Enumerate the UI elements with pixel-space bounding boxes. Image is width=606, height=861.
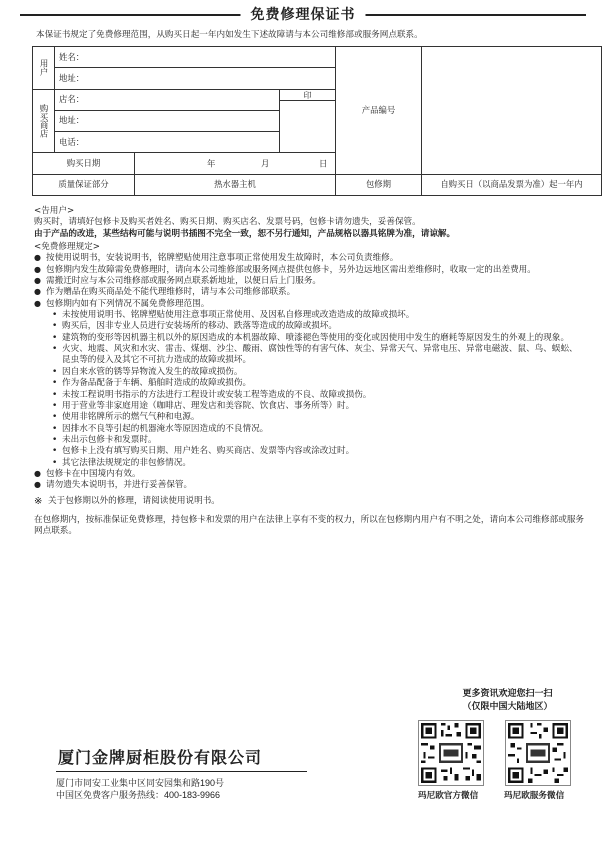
store-phone-field[interactable]: 电话：: [55, 132, 280, 153]
note-text: 关于包修期以外的修理，请阅读使用说明书。: [48, 495, 220, 506]
store-address-field[interactable]: 地址：: [55, 110, 280, 131]
list-item: • 用于营业等非家庭用途（咖啡店、理发店和美容院、饮食店、事务所等）时。: [50, 401, 584, 412]
note-mark-icon: ※: [34, 495, 43, 507]
note-line: [34, 496, 584, 507]
list-item: • 建筑物的变形等因机器主机以外的原因造成的本机器故障、喷漆褪色等使用的变化或因使用中发生的磨耗等原因发生的外观上的现象。: [50, 333, 584, 344]
list-item-text: 包修期内如有下列情况不属免费修理范围。: [46, 298, 210, 309]
list-item: • 购买后，因非专业人员进行安装场所的移动、跌落等造成的故障或损坏。: [50, 321, 584, 332]
excluded-list: [50, 310, 584, 469]
scan-line-1: 更多资讯欢迎您扫一扫: [462, 689, 553, 699]
store-label: 购买商店: [33, 89, 55, 153]
warranty-period-label: 包修期: [336, 174, 422, 195]
intro-text: 本保证书规定了免费修理范围，从购买日起一年内如发生下述故障请与本公司维修部或服务网点联系。: [36, 30, 423, 40]
list-item: • 包修卡上没有填写购买日期、用户姓名、购买商店、发票等内容或涂改过时。: [50, 446, 584, 457]
notice-section: [34, 206, 584, 538]
list-item: ● 按使用说明书，安装说明书，铭牌塑贴使用注意事项正常使用发生故障时，本公司负责维修。: [34, 253, 584, 264]
user-label: 用户: [33, 47, 55, 90]
warranty-part-label: 质量保证部分: [33, 174, 135, 195]
list-item: • 其它法律法规规定的非包修情况。: [50, 458, 584, 469]
list-item: ● 包修期内发生故障需免费修理时，请向本公司维修部或服务网点提供包修卡，另外边远地区需出差维修时，收取一定的出差费用。: [34, 265, 584, 276]
company-address: 厦门市同安工业集中区同安园集和路190号: [56, 778, 225, 788]
company-contact: [56, 778, 224, 801]
list-item: • 火灾、地震、风灾和水灾、雷击、煤烟、沙尘、酸雨、腐蚀性等的有害气体、灰尘、异常天气、异常电压、异常电磁波、鼠、鸟、蜈蚣、昆虫等的侵入及其它不可抗力造成的故障或损坏。: [50, 344, 584, 367]
page-title: 免费修理保证书: [241, 6, 366, 24]
seal-label: 印: [280, 90, 335, 101]
list-item: • 作为备品配备于车辆、船舶时造成的故障或损伤。: [50, 378, 584, 389]
day-label: 日: [319, 158, 328, 168]
qr-label-service: 玛尼欧服务微信: [504, 791, 565, 801]
qr-label-official: 玛尼欧官方微信: [418, 791, 479, 801]
user-notice-bold: 由于产品的改进，某些结构可能与说明书插图不完全一致，恕不另行通知，产品规格以器具铭牌为准，请谅解。: [34, 228, 456, 239]
list-item: • 未按使用说明书、铭牌塑贴使用注意事项正常使用、及因私自修理或改造造成的故障或损坏。: [50, 310, 584, 321]
main-unit-value: 热水器主机: [135, 174, 336, 195]
closing-text: 在包修期内，按标准保证免费修理，持包修卡和发票的用户在法律上享有不变的权力，所以在包修期内用户有不明之处，请向本公司维修部或服务网点联系。: [34, 514, 585, 537]
company-hotline: 中国区免费客户服务热线：400-183-9966: [56, 789, 221, 800]
list-item: • 因排水不良等引起的机器淹水等原因造成的不良情况。: [50, 424, 584, 435]
title-bar: [20, 6, 586, 22]
company-name: 厦门金牌厨柜股份有限公司: [58, 748, 263, 767]
store-name-field[interactable]: 店名：: [55, 89, 280, 110]
company-rule: [56, 771, 307, 772]
seal-box: [280, 89, 336, 153]
user-name-field[interactable]: 姓名：: [55, 47, 336, 68]
list-item: [34, 299, 584, 469]
rules-list: [34, 253, 584, 491]
list-item: • 因自来水管的锈等异物流入发生的故障或损伤。: [50, 367, 584, 378]
scan-prompt: [420, 688, 595, 714]
list-item: • 使用非铭牌所示的燃气气种和电源。: [50, 412, 584, 423]
purchase-date-field[interactable]: [135, 153, 336, 174]
year-label: 年: [207, 158, 216, 168]
product-number-field[interactable]: [422, 47, 602, 175]
product-number-label: 产品编号: [336, 47, 422, 175]
user-notice-heading: <告用户>: [34, 206, 75, 216]
rules-heading: <免费修理规定>: [34, 242, 100, 253]
list-item: ● 包修卡在中国境内有效。: [34, 469, 584, 480]
purchase-date-label: 购买日期: [33, 153, 135, 174]
list-item: ● 请勿遗失本说明书，并进行妥善保管。: [34, 480, 584, 491]
list-item: ● 作为赠品在购买商品处不能代理维修时，请与本公司维修部联系。: [34, 287, 584, 298]
list-item: ● 需搬迁时应与本公司维修部或服务网点联系新地址，以便日后上门服务。: [34, 276, 584, 287]
user-notice-text: 购买时，请填好包修卡及购买者姓名、购买日期、购买店名、发票号码，包修卡请勿遗失，妥善保管。: [34, 217, 421, 228]
list-item: • 未按工程说明书指示的方法进行工程设计或安装工程等造成的不良、故障或损伤。: [50, 390, 584, 401]
warranty-table: [32, 46, 602, 196]
list-item: • 未出示包修卡和发票时。: [50, 435, 584, 446]
month-label: 月: [261, 158, 270, 168]
qr-code-service-icon: [505, 720, 571, 786]
user-address-field[interactable]: 地址：: [55, 68, 336, 89]
warranty-period-value: 自购买日（以商品发票为准）起一年内: [422, 174, 602, 195]
qr-code-official-icon: [418, 720, 484, 786]
scan-line-2: （仅限中国大陆地区）: [462, 702, 553, 713]
